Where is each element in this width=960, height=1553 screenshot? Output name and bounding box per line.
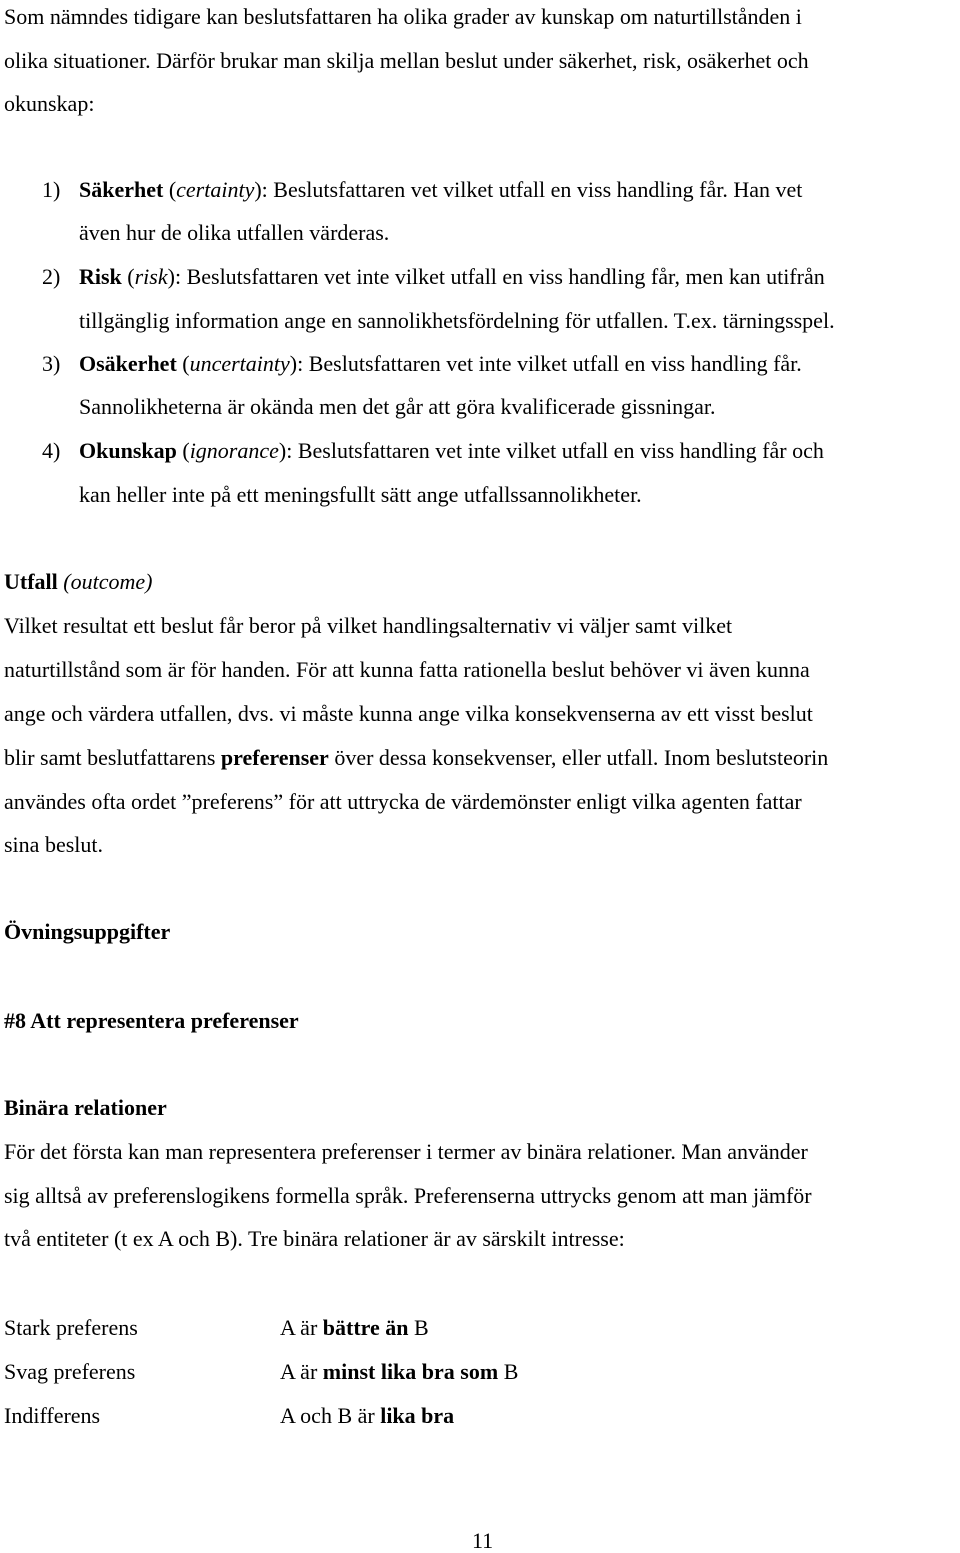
list-term: Okunskap [79,438,177,463]
list-term: Säkerhet [79,177,164,202]
list-term-english: ignorance [189,438,279,463]
binary-line-3: två entiteter (t ex A och B). Tre binära relationer är av särskilt intresse: [4,1226,625,1251]
list-number: 3) [42,351,61,376]
list-description-cont: även hur de olika utfallen värderas. [79,220,390,245]
document-page: Som nämndes tidigare kan beslutsfattaren ha olika grader av kunskap om naturtillstånden i olika situationer. Därför brukar man skilja mellan beslut under säkerhet, risk, osäkerhet och okunskap: 1) Säkerhet (certainty): Beslutsfattaren vet vilket utfall en viss handling får. Han vet även hur de olika utfallen värderas. 2) Risk (risk): Beslutsfattaren vet inte vilket utfall en viss handling får, men kan utifrån tillgänglig information ange en sannolikhetsfördelning för utfallen. T.ex. tärningsspel. 3) Osäkerhet (uncertainty): Beslutsfattaren vet inte vilket utfall en viss handling får. Sannolikheterna är okända men det går att göra kvalificerade gissningar. 4) Okunskap (ignorance): Beslutsfattaren vet inte vilket utfall en viss handling får och kan heller inte på ett meningsfullt sätt ange utfallssannolikheter. Utfall (outcome) Vilket resultat ett beslut får beror på vilket handlingsalternativ vi väljer samt vilket naturtillstånd som är för handen. För att kunna fatta rationella beslut behöver vi även kunna ange och värdera utfallen, dvs. vi måste kunna ange vilka konsekvenserna av ett visst beslut blir samt beslutfattarens preferenser över dessa konsekvenser, eller utfall. Inom beslutsteorin användes ofta ordet ”preferens” för att uttrycka de värdemönster enligt vilka agenten fattar sina beslut. Övningsuppgifter #8 Att representera preferenser Binära relationer För det första kan man representera preferenser i termer av binära relationer. Man använder sig alltså av preferenslogikens formella språk. Preferenserna uttrycks genom att man jämför två entiteter (t ex A och B). Tre binära relationer är av särskilt intresse: Stark preferens A är bättre än B Svag preferens A är minst lika bra som B Indifferens A och B är lika bra 11 [4,4,835,1553]
intro-line-2: olika situationer. Därför brukar man skilja mellan beslut under säkerhet, risk, osäkerhet och [4,48,809,73]
utfall-line-4 [4,747,828,769]
list-term: Risk [79,264,122,289]
utfall-heading-english: (outcome) [63,569,153,594]
list-number: 1) [42,177,61,202]
binary-line-2: sig alltså av preferenslogikens formella språk. Preferenserna uttrycks genom att man jämför [4,1183,812,1208]
relation-name: Stark preferens [4,1315,138,1340]
list-number: 4) [42,438,61,463]
exercise-title: #8 Att representera preferenser [4,1008,299,1033]
utfall-line-6: sina beslut. [4,832,103,857]
exercises-heading: Övningsuppgifter [4,919,171,944]
page-number: 11 [472,1528,494,1553]
relation-definition: A är bättre än B [280,1315,429,1340]
list-description-cont: kan heller inte på ett meningsfullt sätt ange utfallssannolikheter. [79,482,642,507]
preferenser-term: preferenser [220,745,329,770]
utfall-line-3: ange och värdera utfallen, dvs. vi måste kunna ange vilka konsekvenserna av ett visst beslut [4,701,813,726]
intro-line-3: okunskap: [4,91,95,116]
list-term-english: certainty [176,177,255,202]
intro-line-1: Som nämndes tidigare kan beslutsfattaren ha olika grader av kunskap om naturtillstånden i [4,4,802,29]
section-heading [4,571,152,593]
utfall-text: över dessa konsekvenser, eller utfall. Inom beslutsteorin [328,745,829,770]
list-term-english: uncertainty [189,351,290,376]
utfall-line-2: naturtillstånd som är för handen. För att kunna fatta rationella beslut behöver vi även kunna [4,657,810,682]
list-description-cont: tillgänglig information ange en sannolikhetsfördelning för utfallen. T.ex. tärningsspel. [79,308,835,333]
list-number: 2) [42,264,61,289]
list-term-english: risk [134,264,168,289]
relation-name: Indifferens [4,1403,101,1428]
list-description: ): Beslutsfattaren vet inte vilket utfall en viss handling får och [278,438,824,463]
utfall-heading: Utfall [4,569,58,594]
list-description: ): Beslutsfattaren vet inte vilket utfall en viss handling får, men kan utifrån [167,264,825,289]
list-description: ): Beslutsfattaren vet inte vilket utfall en viss handling får. [289,351,802,376]
binary-heading: Binära relationer [4,1095,167,1120]
list-term: Osäkerhet [79,351,177,376]
utfall-text: blir samt beslutfattarens [4,745,221,770]
utfall-line-5: användes ofta ordet ”preferens” för att uttrycka de värdemönster enligt vilka agenten fattar [4,789,802,814]
list-description-cont: Sannolikheterna är okända men det går att göra kvalificerade gissningar. [79,394,716,419]
binary-line-1: För det första kan man representera preferenser i termer av binära relationer. Man använder [4,1139,808,1164]
relation-definition: A är minst lika bra som B [280,1359,519,1384]
relation-definition: A och B är lika bra [280,1403,455,1428]
relation-name: Svag preferens [4,1359,136,1384]
list-description: ): Beslutsfattaren vet vilket utfall en viss handling får. Han vet [254,177,803,202]
utfall-line-1: Vilket resultat ett beslut får beror på vilket handlingsalternativ vi väljer samt vilket [4,613,733,638]
